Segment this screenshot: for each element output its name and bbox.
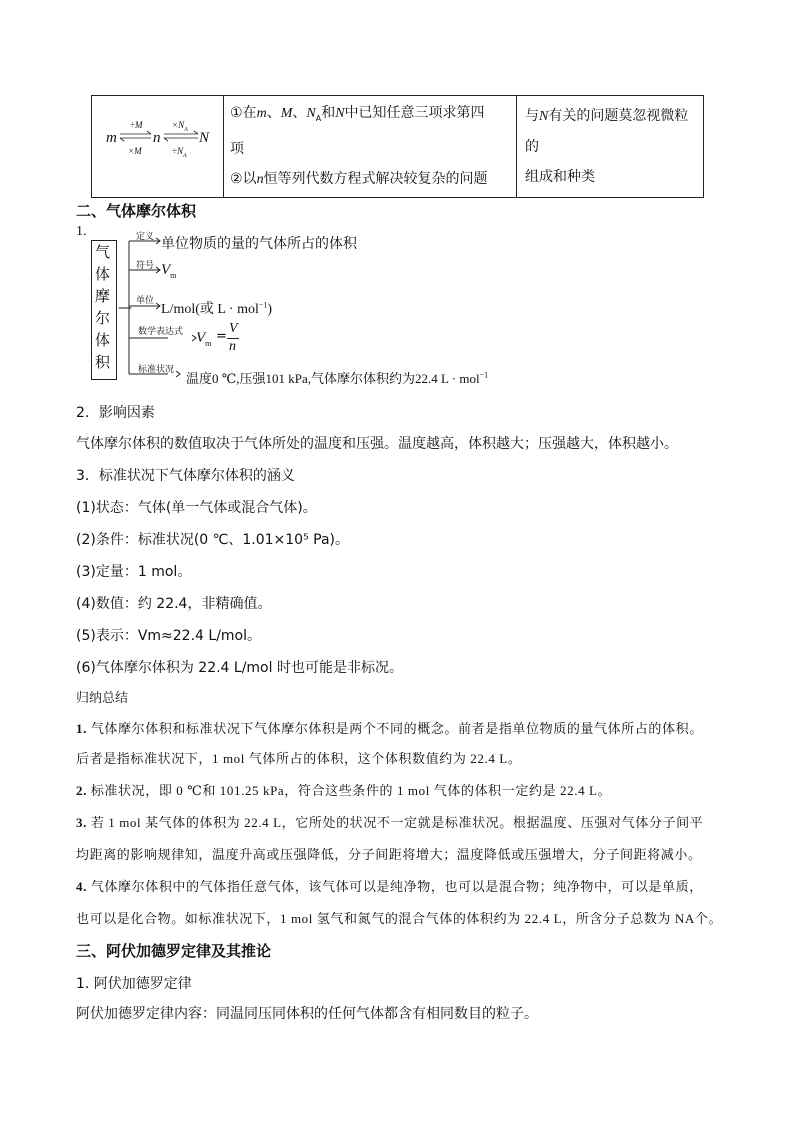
meaning-item: (5)表示：Vm≈22.4 L/mol。 [76, 628, 262, 644]
law-title: 1. 阿伏加德罗定律 [76, 976, 192, 992]
summary-item-3-cont: 均距离的影响规律知，温度升高或压强降低，分子间距将增大；温度降低或压强增大，分子间距将减小。 [76, 847, 702, 862]
method-line-1: ①在m、M、$N_A$和N中已知任意三项求第四 [230, 105, 485, 123]
formula-div-na: $\div N_A$ [172, 146, 187, 159]
formula-numerator: V [229, 321, 238, 336]
meaning-item: (1)状态：气体(单一气体或混合气体)。 [76, 500, 317, 516]
formula-N: N [199, 130, 210, 146]
branch-tag-definition: 定义 [136, 232, 155, 242]
meaning-item: (6)气体摩尔体积为 22.4 L/mol 时也可能是非标况。 [76, 660, 403, 676]
method-line-3: ②以n恒等列代数方程式解决较复杂的问题 [230, 170, 488, 187]
diagram-number: 1. [76, 224, 87, 239]
note-line-2: 组成和种类 [525, 168, 595, 185]
branch-tag-symbol: 符号 [136, 261, 155, 271]
formula-n: n [153, 130, 161, 146]
formula-times-m: ×M [128, 146, 142, 156]
law-text: 阿伏加德罗定律内容：同温同压同体积的任何气体都含有相同数目的粒子。 [76, 1006, 538, 1022]
meaning-item: (3)定量：1 mol。 [76, 564, 192, 580]
formula-equals: = [216, 329, 227, 344]
formula-cell [92, 96, 224, 198]
diagram-char: 体 [95, 331, 111, 349]
method-cell [224, 96, 517, 198]
double-arrow-icon [119, 130, 152, 142]
meaning-item: (4)数值：约 22.4，非精确值。 [76, 596, 272, 612]
formula-m: m [106, 130, 117, 146]
factors-text: 气体摩尔体积的数值取决于气体所处的温度和压强。温度越高，体积越大；压强越大，体积越小。 [76, 436, 678, 452]
diagram-char: 气 [95, 243, 111, 261]
branch-text-symbol: $V_m$ [161, 262, 177, 280]
formula-times-na: $\times N_A$ [172, 120, 188, 133]
branch-text-definition: 单位物质的量的气体所占的体积 [161, 236, 357, 252]
summary-item-1-cont: 后者是指标准状况下，1 mol 气体所占的体积，这个体积数值约为 22.4 L。 [76, 751, 522, 766]
meaning-item: (2)条件：标准状况(0 ℃、1.01×10⁵ Pa)。 [76, 532, 350, 548]
summary-title: 归纳总结 [76, 691, 129, 706]
branch-tag-unit: 单位 [136, 296, 155, 306]
branch-text-unit: L/mol(或 L · mol$^{-1}$) [161, 300, 273, 317]
branch-tag-standard: 标准状况 [138, 365, 175, 375]
branch-tag-formula: 数学表达式 [138, 327, 184, 337]
method-line-2: 项 [230, 140, 244, 157]
summary-item-3: 3. 若 1 mol 某气体的体积为 22.4 L，它所处的状况不一定就是标准状况。根据温度、压强对气体分子间平 [76, 815, 704, 830]
diagram-char: 积 [95, 353, 111, 371]
section-title-3: 三、阿伏加德罗定律及其推论 [76, 942, 272, 960]
factors-title: 2．影响因素 [76, 405, 155, 421]
formula-denominator: n [229, 339, 236, 354]
diagram-dash: — [118, 300, 132, 316]
note-line-1: 与N有关的问题莫忽视微粒的 [525, 107, 689, 155]
branch-text-formula: $V_m$ [196, 330, 212, 348]
formula-div-m: ÷M [130, 120, 143, 130]
meaning-title: 3．标准状况下气体摩尔体积的涵义 [76, 468, 295, 484]
diagram-char: 摩 [95, 287, 111, 305]
summary-item-2: 2. 标准状况，即 0 ℃和 101.25 kPa，符合这些条件的 1 mol 气体的体积一定约是 22.4 L。 [76, 783, 612, 798]
section-title-2: 二、气体摩尔体积 [76, 202, 197, 220]
summary-item-1: 1. 气体摩尔体积和标准状况下气体摩尔体积是两个不同的概念。前者是指单位物质的量气体所占的体积。 [76, 721, 703, 736]
summary-item-4: 4. 气体摩尔体积中的气体指任意气体，该气体可以是纯净物，也可以是混合物；纯净物中，可以是单质， [76, 879, 703, 894]
diagram-char: 体 [95, 265, 111, 283]
diagram-char: 尔 [95, 309, 111, 327]
branch-text-standard: 温度0 ℃,压强101 kPa,气体摩尔体积约为22.4 L · mol$^{-1}$ [186, 370, 489, 386]
double-arrow-icon [163, 130, 199, 142]
formula-table [91, 95, 704, 198]
note-cell [517, 96, 704, 198]
summary-item-4-cont: 也可以是化合物。如标准状况下，1 mol 氢气和氮气的混合气体的体积约为 22.4 L，所含分子总数为 NA个。 [76, 911, 723, 926]
